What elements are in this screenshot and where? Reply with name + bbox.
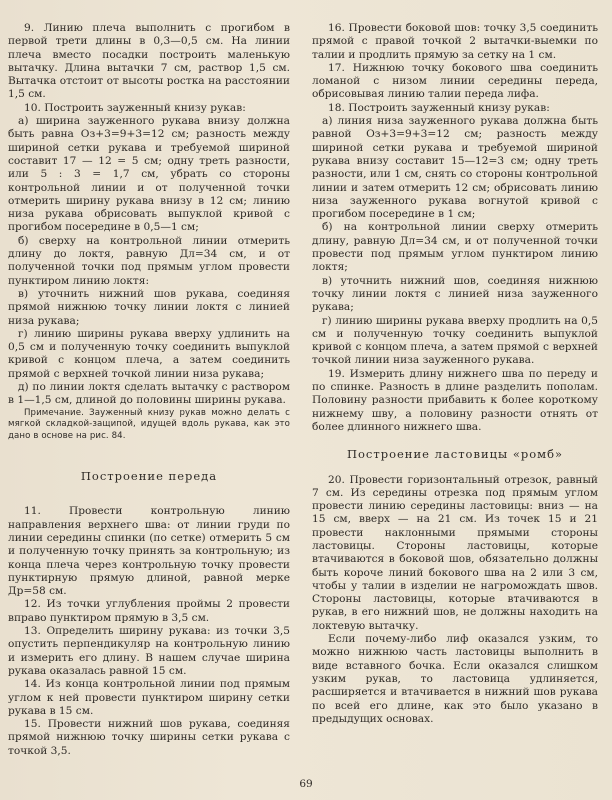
- sub-item-paragraph: в) уточнить нижний шов рукава, соединяя прямой нижнюю точку линии локтя с линией низа рукава;: [8, 287, 290, 327]
- left-column-text-block-1: [8, 22, 290, 408]
- paragraph: 11. Провести контрольную линию направления верхнего шва: от линии груди по линии середины спинки (по сетке) отмерить 5 см и полученную точку принять за контрольную; из конца плеча через контрольную точку провести пунктирную прямую длиной, равной мерке Др=58 см.: [8, 505, 290, 598]
- sub-item-paragraph: б) на контрольной линии сверху отмерить длину, равную Дл=34 см, и от полученной точки провести под прямым углом пунктиром линию локтя;: [312, 221, 598, 274]
- left-column: [8, 22, 290, 758]
- page-number: 69: [299, 778, 313, 790]
- sub-item-paragraph: д) по линии локтя сделать вытачку с раствором в 1—1,5 см, длиной до половины ширины рукава.: [8, 381, 290, 407]
- left-column-text-block-2: [8, 505, 290, 758]
- paragraph: 12. Из точки углубления проймы 2 провести вправо пунктиром прямую в 3,5 см.: [8, 598, 290, 624]
- sub-item-paragraph: г) линию ширины рукава вверху продлить на 0,5 см и полученную точку соединить выпуклой кривой с концом плеча, а затем прямой с верхней точкой линии низа зауженного рукава.: [312, 314, 598, 367]
- sub-item-paragraph: в) уточнить нижний шов, соединяя нижнюю точку линии локтя с линией низа зауженного рукава;: [312, 274, 598, 314]
- paragraph: 17. Нижнюю точку бокового шва соединить ломаной с низом линии середины переда, обрисовывая линию талии переда лифа.: [312, 61, 598, 101]
- right-column: [312, 22, 598, 726]
- note-paragraph: Примечание. Зауженный книзу рукав можно делать с мягкой складкой-защипой, идущей вдоль рукава, как это дано в основе на рис. 84.: [8, 407, 290, 441]
- paragraph: 14. Из конца контрольной линии под прямым углом к ней провести пунктиром ширину сетки рукава в 15 см.: [8, 678, 290, 717]
- sub-item-paragraph: а) линия низа зауженного рукава должна быть равной Оз+3=9+3=12 см; разность между шириной сетки рукава и требуемой шириной рукава внизу составит 15—12=3 см; одну треть разности, или 1 см, снять со стороны контрольной линии и затем отмерить 12 см; обрисовать линию низа зауженного рукава вогнутой кривой с прогибом посередине в 1 см;: [312, 115, 598, 221]
- right-column-text-block-2: [312, 474, 598, 727]
- paragraph: 9. Линию плеча выполнить с прогибом в первой трети длины в 0,3—0,5 см. На линии плеча вместо посадки построить маленькую вытачку. Длина вытачки 7 см, раствор 1,5 см. Вытачка отстоит от высоты ростка на расстоянии 1,5 см.: [8, 22, 290, 101]
- section-heading-front: Построение переда: [80, 469, 218, 484]
- section-heading-gusset: Построение ластовицы «ромб»: [346, 447, 564, 462]
- paragraph: 19. Измерить длину нижнего шва по переду и по спинке. Разность в длине разделить пополам. Половину разности прибавить к более короткому нижнему шву, а половину разности отнять от более длинного нижнего шва.: [312, 367, 598, 433]
- paragraph: 20. Провести горизонтальный отрезок, равный 7 см. Из середины отрезка под прямым углом провести линию середины ластовицы: вниз — на 15 см, вверх — на 21 см. Из точек 15 и 21 провести наклонными прямыми стороны ластовицы. Стороны ластовицы, которые втачиваются в боковой шов, обязательно должны быть короче линий бокового шва на 2 или 3 см, чтобы у талии в изделии не нагромождать швов. Стороны ластовицы, которые втачиваются в рукав, в его нижний шов, не должны находить на локтевую вытачку.: [312, 473, 598, 632]
- paragraph: 13. Определить ширину рукава: из точки 3,5 опустить перпендикуляр на контрольную линию и измерить его длину. В нашем случае ширина рукава оказалась равной 15 см.: [8, 625, 290, 677]
- paragraph: Если почему-либо лиф оказался узким, то можно нижнюю часть ластовицы выполнить в виде вставного бочка. Если оказался слишком узким рукав, то ластовица удлиняется, расширяется и втачивается в нижний шов рукава по всей его длине, как это было указано в предыдущих основах.: [312, 633, 598, 725]
- paragraph: 10. Построить зауженный книзу рукав:: [24, 101, 246, 114]
- sub-item-paragraph: б) сверху на контрольной линии отмерить длину до локтя, равную Дл=34 см, и от полученной точки под прямым углом провести пунктиром линию локтя:: [8, 234, 290, 287]
- right-column-text-block-1: [312, 22, 598, 434]
- paragraph: 16. Провести боковой шов: точку 3,5 соединить прямой с правой точкой 2 вытачки-выемки по талии и продлить прямую за сетку на 1 см.: [312, 22, 598, 61]
- sub-item-paragraph: г) линию ширины рукава вверху удлинить на 0,5 см и полученную точку соединить выпуклой кривой с концом плеча, а затем соединить прямой с верхней точкой линии низа рукава;: [8, 327, 290, 380]
- paragraph: 18. Построить зауженный книзу рукав:: [328, 101, 550, 114]
- sub-item-paragraph: а) ширина зауженного рукава внизу должна быть равна Оз+3=9+3=12 см; разность между шириной сетки рукава и требуемой шириной составит 17 — 12 = 5 см; одну треть разности, или 5 : 3 = 1,7 см, убрать со стороны контрольной линии и от полученной точки отмерить ширину рукава внизу в 12 см; линию низа рукава обрисовать выпуклой кривой с прогибом посередине в 0,5—1 см;: [8, 115, 290, 234]
- paragraph: 15. Провести нижний шов рукава, соединяя прямой нижнюю точку ширины сетки рукава с точкой 3,5.: [8, 718, 290, 757]
